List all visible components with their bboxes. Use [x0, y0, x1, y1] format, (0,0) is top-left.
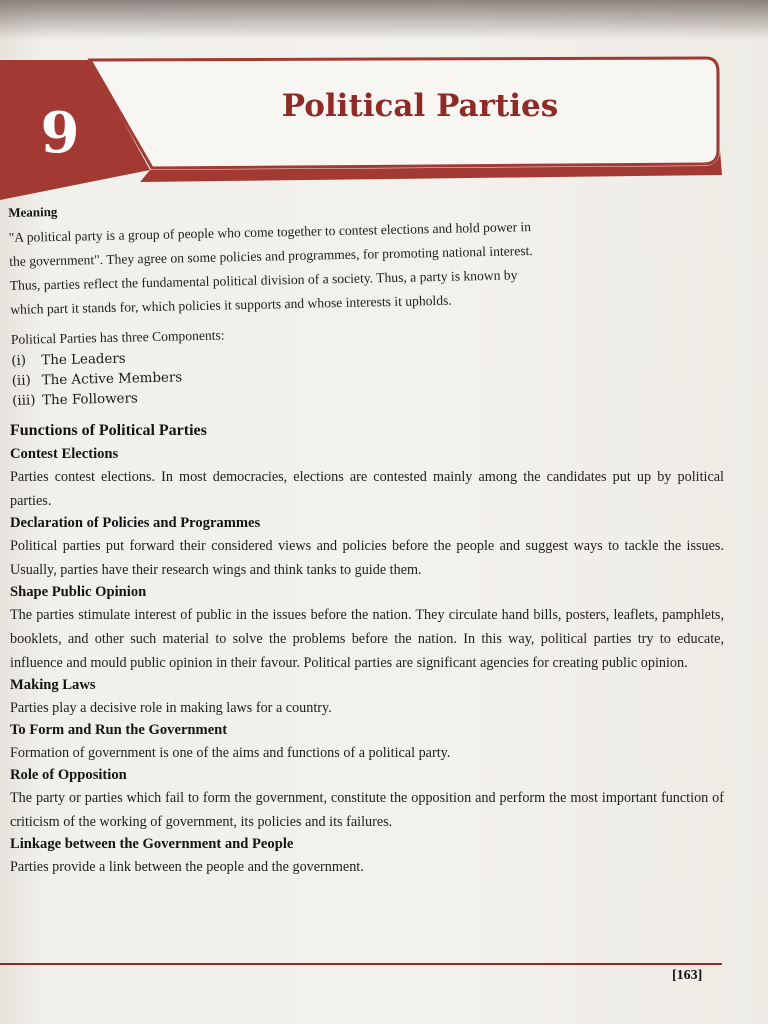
section-heading: Declaration of Policies and Programmes — [10, 515, 261, 531]
function-section — [10, 584, 724, 675]
section-heading: Linkage between the Government and People — [10, 836, 294, 852]
list-label: The Leaders — [41, 351, 126, 369]
section-heading: To Form and Run the Government — [10, 722, 228, 738]
section-text: Parties play a decisive role in making laws for a country. — [10, 700, 332, 716]
intro-block — [8, 200, 724, 412]
function-section — [10, 515, 724, 582]
function-section — [10, 722, 724, 765]
section-text: The parties stimulate interest of public in the issues before the nation. They circulate hand bills, posters, leaflets, pamphlets, booklets, and other such material to solve the problems before the nation. In this way, political parties try to educate, influence and mould public opinion in their favour. Political parties are significant agencies for creating public opinion. — [10, 607, 724, 671]
function-section — [10, 767, 724, 834]
section-text: Political parties put forward their considered views and policies before the people and suggest ways to tackle the issues. Usually, parties have their research wings and think tanks to guide them. — [10, 538, 724, 578]
section-text: The party or parties which fail to form the government, constitute the opposition and perform the most important function of criticism of the working of government, its policies and its failures. — [10, 790, 724, 830]
chapter-title: Political Parties — [281, 88, 559, 124]
section-heading: Shape Public Opinion — [10, 584, 147, 600]
meaning-line: the government". They agree on some policies and programmes, for promoting national interest. — [9, 243, 533, 269]
page-number: [163] — [672, 968, 703, 983]
components-intro: Political Parties has three Components: — [10, 327, 225, 347]
meaning-heading: Meaning — [8, 203, 58, 220]
list-label: The Followers — [42, 391, 138, 409]
section-text: Parties provide a link between the people and the government. — [10, 859, 364, 875]
meaning-line: Thus, parties reflect the fundamental political division of a society. Thus, a party is known by — [9, 267, 518, 293]
section-heading: Making Laws — [10, 677, 96, 693]
list-number: (i) — [11, 353, 27, 369]
section-heading: Role of Opposition — [10, 767, 127, 783]
list-label: The Active Members — [41, 370, 183, 389]
chapter-number: 9 — [40, 100, 80, 166]
function-section — [10, 836, 724, 879]
functions-heading: Functions of Political Parties — [10, 422, 207, 439]
meaning-section — [8, 187, 728, 412]
list-number: (iii) — [12, 393, 36, 409]
section-heading: Contest Elections — [10, 446, 119, 462]
function-section — [10, 446, 724, 513]
meaning-line: which part it stands for, which policies it supports and whose interests it upholds. — [10, 292, 452, 317]
footer-rule — [0, 963, 722, 965]
list-number: (ii) — [11, 373, 31, 389]
meaning-line: "A political party is a group of people who come together to contest elections and hold power in — [8, 219, 532, 245]
section-text: Formation of government is one of the aims and functions of a political party. — [10, 745, 451, 761]
function-section — [10, 677, 724, 720]
functions-block — [10, 420, 724, 881]
section-text: Parties contest elections. In most democracies, elections are contested mainly among the candidates put up by political parties. — [10, 469, 724, 509]
